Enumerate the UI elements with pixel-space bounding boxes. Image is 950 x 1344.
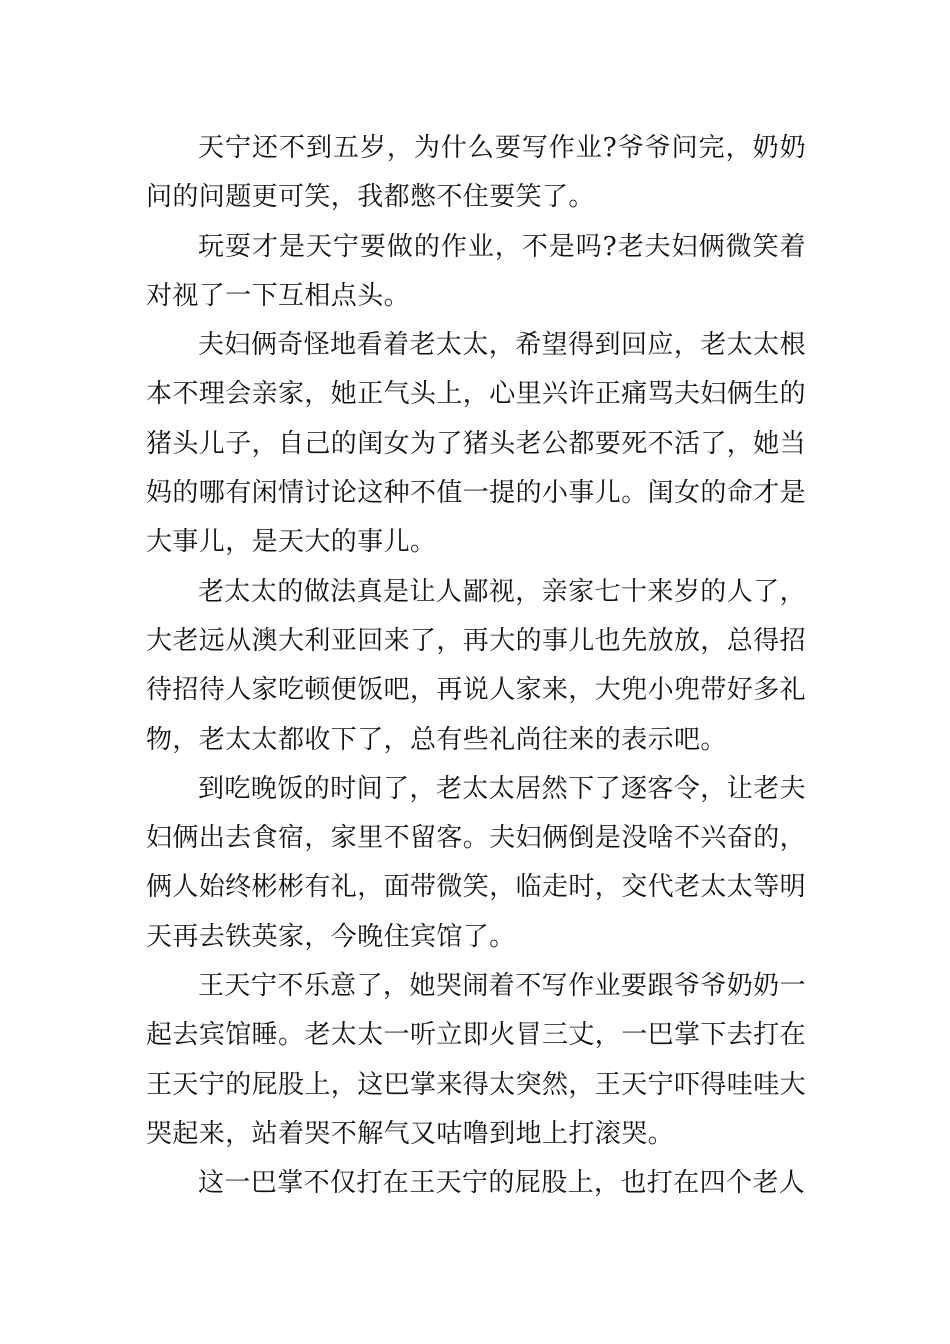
paragraph-2: 玩耍才是天宁要做的作业，不是吗?老夫妇俩微笑着对视了一下互相点头。 <box>146 231 806 311</box>
paragraph-1: 天宁还不到五岁，为什么要写作业?爷爷问完，奶奶问的问题更可笑，我都憋不住要笑了。 <box>146 133 806 213</box>
paragraph-6: 王天宁不乐意了，她哭闹着不写作业要跟爷爷奶奶一起去宾馆睡。老太太一听立即火冒三丈，一巴掌下去打在王天宁的屁股上，这巴掌来得太突然，王天宁吓得哇哇大哭起来，站着哭不解气又咕噜到地上打滚哭。 <box>146 971 807 1149</box>
paragraph-5: 到吃晚饭的时间了，老太太居然下了逐客令，让老夫妇俩出去食宿，家里不留客。夫妇俩倒是没啥不兴奋的，俩人始终彬彬有礼，面带微笑，临走时，交代老太太等明天再去铁英家，今晚住宾馆了。 <box>146 773 807 952</box>
paragraph-4: 老太太的做法真是让人鄙视，亲家七十来岁的人了，大老远从澳大利亚回来了，再大的事儿也先放放，总得招待招待人家吃顿便饭吧，再说人家来，大兜小兜带好多礼物，老太太都收下了，总有些礼尚往来的表示吧。 <box>146 576 807 755</box>
paragraph-3: 夫妇俩奇怪地看着老太太，希望得到回应，老太太根本不理会亲家，她正气头上，心里兴许正痛骂夫妇俩生的猪头儿子，自己的闺女为了猪头老公都要死不活了，她当妈的哪有闲情讨论这种不值一提的小事儿。闺女的命才是大事儿，是天大的事儿。 <box>146 330 807 558</box>
paragraph-7: 这一巴掌不仅打在王天宁的屁股上，也打在四个老人 <box>198 1168 806 1199</box>
document-body <box>146 124 806 1209</box>
